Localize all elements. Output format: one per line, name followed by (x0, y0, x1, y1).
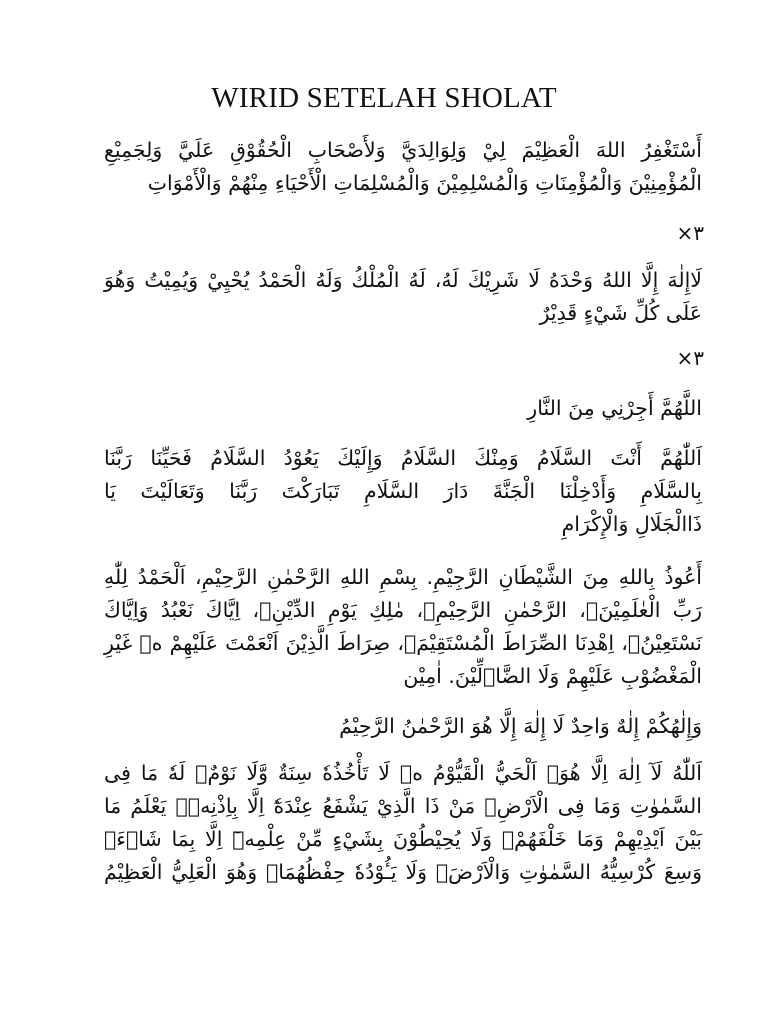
text-line: بِالسَّلَامِ وَأَدْخِلْنَا الْجَنَّةَ دَارَ السَّلَامِ تَبَارَكْتَ رَبَّنَا وَتَعَالَيْتَ يَا (104, 479, 702, 503)
page-title: WIRID SETELAH SHOLAT (211, 82, 557, 114)
repeat-count: ×٣ (676, 346, 704, 370)
tahlil-text (104, 264, 702, 330)
text-line: اَللّٰهُ لَآ اِلٰهَ اِلَّا هُوَۚ اَلْحَيُّ الْقَيُّوْمُ ەۚ لَا تَأْخُذُهٗ سِنَةٌ وَّلَا نَوْمٌۗ لَهٗ مَا فِى (104, 761, 702, 785)
salam-prayer-text (104, 442, 702, 541)
text-line: عَلَى كُلِّ شَيْءٍ قَدِيْرٌ (539, 301, 702, 325)
text-line: أَسْتَغْفِرُ اللهَ الْعَظِيْمَ لِيْ وَلِوَالِدَيَّ وَلأَصْحَابِ الْحُقُوْقِ عَلَيَّ وَلِجَمِيْعِ (104, 138, 702, 162)
text-line: السَّمٰوٰتِ وَمَا فِى الْاَرْضِۗ مَنْ ذَا الَّذِيْ يَشْفَعُ عِنْدَهٗٓ اِلَّا بِاِذْنِهٖۗ يَعْلَمُ مَا (104, 794, 702, 818)
ilahukum-text (104, 710, 702, 743)
ayat-kursi-text (104, 757, 702, 889)
text-line: وَإِلٰهُكُمْ إِلٰهٌ وَاحِدٌ لَا إِلٰهَ إِلَّا هُوَ الرَّحْمٰنُ الرَّحِيْمُ (339, 714, 702, 738)
text-line: اَللّٰهُمَّ أَنْتَ السَّلَامُ وَمِنْكَ السَّلَامُ وَإِلَيْكَ يَعُوْدُ السَّلَامُ فَحَيِّنَا رَبَّنَا (104, 446, 702, 470)
text-line: اللَّهُمَّ أَجِرْنِي مِنَ النَّارِ (527, 396, 702, 420)
fatihah-text (104, 561, 702, 693)
text-line: بَيْنَ اَيْدِيْهِمْ وَمَا خَلْفَهُمْۚ وَلَا يُحِيْطُوْنَ بِشَيْءٍ مِّنْ عِلْمِهٖٓ اِلَّا بِمَا شَاۤءَۚ (104, 827, 702, 851)
text-line: رَبِّ الْعٰلَمِيْنَۙ، الرَّحْمٰنِ الرَّحِيْمِۙ، مٰلِكِ يَوْمِ الدِّيْنِۗ، اِيَّاكَ نَعْبُدُ وَاِيَّاكَ (104, 598, 702, 622)
text-line: أَعُوذُ بِاللهِ مِنَ الشَّيْطَانِ الرَّجِيْمِ. بِسْمِ اللهِ الرَّحْمٰنِ الرَّحِيْمِ، اَلْحَمْدُ لِلّٰهِ (104, 565, 702, 589)
text-line: وَسِعَ كُرْسِيُّهُ السَّمٰوٰتِ وَالْاَرْضَۚ وَلَا يَـُٔوْدُهٗ حِفْظُهُمَاۚ وَهُوَ الْعَلِيُّ الْعَظِيْمُ (104, 860, 702, 884)
repeat-count: ×٣ (676, 221, 704, 245)
text-line: نَسْتَعِيْنُۗ، اِهْدِنَا الصِّرَاطَ الْمُسْتَقِيْمَۙ، صِرَاطَ الَّذِيْنَ اَنْعَمْتَ عَلَيْهِمْ ەۙ غَيْرِ (104, 631, 702, 655)
text-line: لَاإِلٰهَ إِلَّا اللهُ وَحْدَهُ لَا شَرِيْكَ لَهُ، لَهُ الْمُلْكُ وَلَهُ الْحَمْدُ يُحْيِيْ وَيُمِيْتُ وَهُوَ (104, 268, 702, 292)
text-line: الْمُؤْمِنِيْنَ وَالْمُؤْمِنَاتِ وَالْمُسْلِمِيْنَ وَالْمُسْلِمَاتِ الْأَحْيَاءِ مِنْهُمْ وَالْأَمْوَاتِ (147, 171, 702, 195)
ajirni-text (104, 392, 702, 425)
istighfar-text (104, 134, 702, 200)
text-line: الْمَغْضُوْبِ عَلَيْهِمْ وَلَا الضَّاۤلِّيْنَ. اٰمِيْن (403, 664, 702, 688)
text-line: ذَاالْجَلَالِ وَالْإِكْرَامِ (561, 512, 702, 536)
